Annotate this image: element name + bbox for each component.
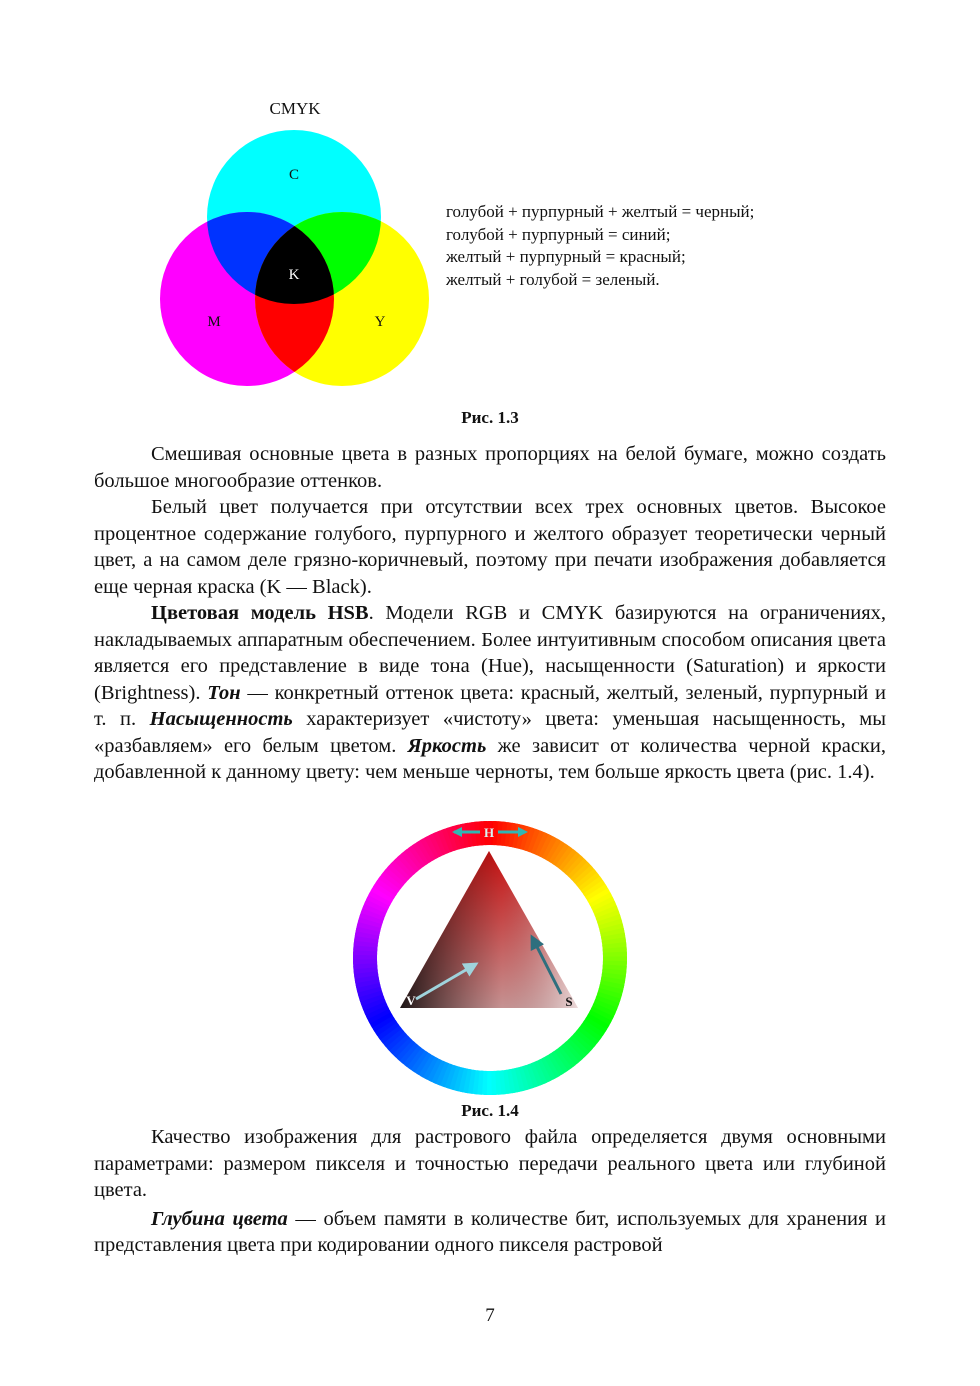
paragraph-color-depth: Глубина цвета — объем памяти в количестве бит, используемых для хранения и представления цвета при кодировании одного пикселя растровой [94, 1207, 886, 1256]
figure-1-3-caption: Рис. 1.3 [461, 408, 519, 427]
color-mixing-equations [446, 201, 754, 291]
hsb-color-wheel [352, 820, 628, 1096]
paragraph-mixing: Смешивая основные цвета в разных пропорциях на белой бумаге, можно создать большое многообразие оттенков. [94, 443, 886, 492]
equation-line: желтый + пурпурный = красный; [446, 247, 686, 266]
paragraph-white-black: Белый цвет получается при отсутствии всех трех основных цветов. Высокое процентное содержание голубого, пурпурного и желтого образует теоретически черный цвет, а на самом деле грязно-коричневый, поэтому при печати изображения добавляется еще черная краска (K — Black). [94, 496, 886, 598]
equation-line: голубой + пурпурный + желтый = черный; [446, 202, 755, 221]
term-hsb: Цветовая модель HSB [151, 602, 369, 624]
figure-1-4-caption: Рис. 1.4 [461, 1101, 519, 1120]
cmyk-venn-diagram [150, 125, 440, 395]
body-text-bottom [94, 1124, 886, 1259]
equation-line: голубой + пурпурный = синий; [446, 224, 671, 244]
term-hue: Тон [207, 681, 241, 704]
page-number: 7 [485, 1305, 495, 1326]
paragraph-quality: Качество изображения для растрового файла определяется двумя основными параметрами: размером пикселя и точностью передачи реального цвета или глубиной цвета. [94, 1126, 886, 1201]
term-brightness: Яркость [407, 734, 487, 757]
body-text-top [94, 441, 886, 786]
label-s: S [565, 994, 573, 1009]
equation-line: желтый + голубой = зеленый. [446, 269, 660, 289]
label-y: Y [374, 314, 386, 330]
label-v: V [406, 993, 416, 1008]
label-c: C [288, 167, 300, 183]
label-m: M [207, 314, 221, 330]
figure-1-3-title: CMYK [269, 99, 321, 118]
label-k: K [288, 267, 300, 283]
label-h: H [483, 825, 495, 840]
paragraph-hsb: Цветовая модель HSB. Модели RGB и CMYK базируются на ограничениях, накладываемых аппаратным обеспечением. Более интуитивным способом описания цвета является его представление в виде тона (Hue), насыщенности (Saturation) и яркости (Brightness). Тон — конкретный оттенок цвета: красный, желтый, зеленый, пурпурный и т. п. Насыщенность характеризует «чистоту» цвета: уменьшая насыщенность, мы «разбавляем» его белым цветом. Яркость же зависит от количества черной краски, добавленной к данному цвету: чем меньше черноты, тем больше яркость цвета (рис. 1.4). [94, 602, 886, 783]
term-saturation: Насыщенность [149, 708, 293, 730]
term-color-depth: Глубина цвета [151, 1207, 288, 1230]
